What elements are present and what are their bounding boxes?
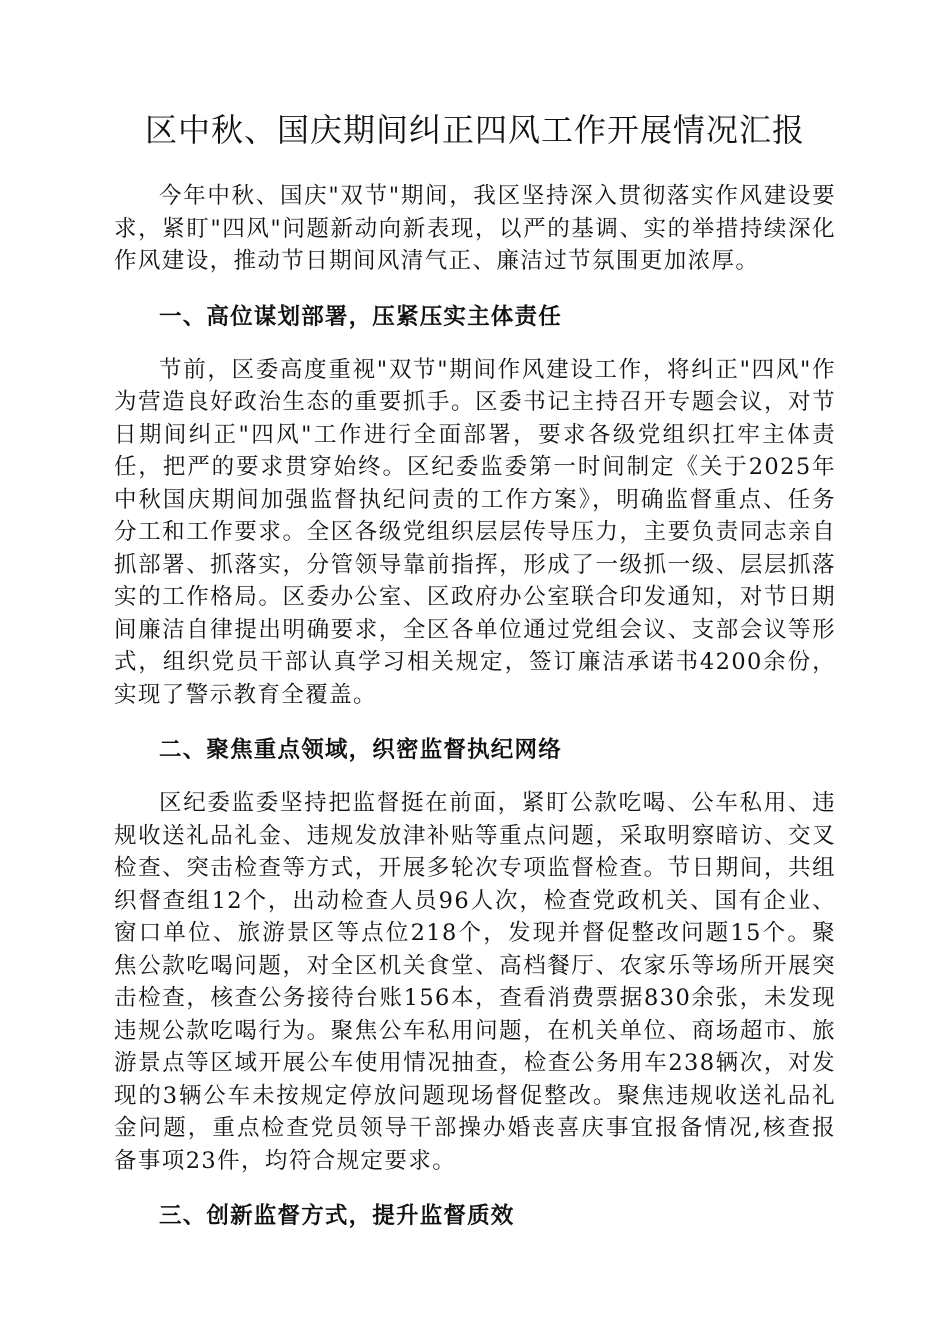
section-1-heading: 一、高位谋划部署，压紧压实主体责任 xyxy=(159,303,562,330)
section-2-heading: 二、聚焦重点领域，织密监督执纪网络 xyxy=(159,737,562,763)
section-1-body: 节前，区委高度重视"双节"期间作风建设工作，将纠正"四风"作为营造良好政治生态的重要抓手。区委书记主持召开专题会议，对节日期间纠正"四风"工作进行全面部署，要求各级党组织扛牢主体责任，把严的要求贯穿始终。区纪委监委第一时间制定《关于2025年中秋国庆期间加强监督执纪问责的工作方案》，明确监督重点、任务分工和工作要求。全区各级党组织层层传导压力，主要负责同志亲自抓部署、抓落实，分管领导靠前指挥，形成了一级抓一级、层层抓落实的工作格局。区委办公室、区政府办公室联合印发通知，对节日期间廉洁自律提出明确要求，全区各单位通过党组会议、支部会议等形式，组织党员干部认真学习相关规定，签订廉洁承诺书4200余份，实现了警示教育全覆盖。 xyxy=(114,356,836,708)
document-title: 区中秋、国庆期间纠正四风工作开展情况汇报 xyxy=(144,111,805,149)
section-2-body: 区纪委监委坚持把监督挺在前面，紧盯公款吃喝、公车私用、违规收送礼品礼金、违规发放津补贴等重点问题，采取明察暗访、交叉检查、突击检查等方式，开展多轮次专项监督检查。节日期间，共组织督查组12个，出动检查人员96人次，检查党政机关、国有企业、窗口单位、旅游景区等点位218个，发现并督促整改问题15个。聚焦公款吃喝问题，对全区机关食堂、高档餐厅、农家乐等场所开展突击检查，核查公务接待台账156本，查看消费票据830余张，未发现违规公款吃喝行为。聚焦公车私用问题，在机关单位、商场超市、旅游景点等区域开展公车使用情况抽查，检查公务用车238辆次，对发现的3辆公车未按规定停放问题现场督促整改。聚焦违规收送礼品礼金问题，重点检查党员领导干部操办婚丧喜庆事宜报备情况,核查报备事项23件，均符合规定要求。 xyxy=(114,790,836,1174)
intro-paragraph: 今年中秋、国庆"双节"期间，我区坚持深入贯彻落实作风建设要求，紧盯"四风"问题新动向新表现，以严的基调、实的举措持续深化作风建设，推动节日期间风清气正、廉洁过节氛围更加浓厚。 xyxy=(114,183,836,274)
section-3-heading: 三、创新监督方式，提升监督质效 xyxy=(159,1203,515,1229)
